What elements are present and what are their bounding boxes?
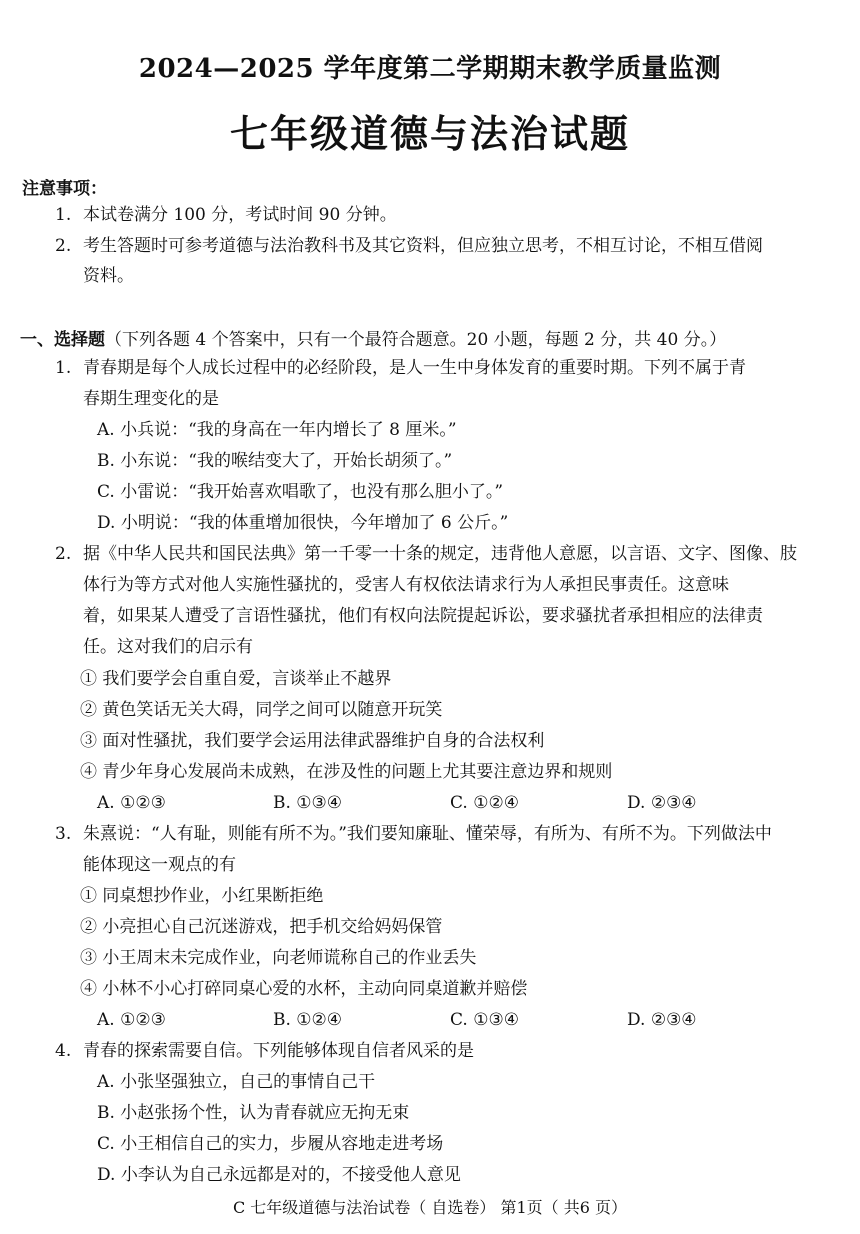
exam-header: 2024—2025 学年度第二学期期末教学质量监测 (138, 54, 722, 84)
question-1 (55, 353, 843, 415)
page-title: 七年级道德与法治试题 (229, 112, 630, 156)
choice-row (97, 1005, 817, 1036)
question-text: 据《中华人民共和国民法典》第一千零一十条的规定，违背他人意愿，以言语、文字、图像、肢 (83, 544, 797, 564)
question-text: 朱熹说：“人有耻，则能有所不为。”我们要知廉耻、懂荣辱，有所为、有所不为。下列做法中 (83, 824, 772, 844)
choice-a: A. ①②③ (97, 1010, 166, 1030)
question-text: 青春的探索需要自信。下列能够体现自信者风采的是 (83, 1041, 474, 1061)
statement-2: ② 小亮担心自己沉迷游戏，把手机交给妈妈保管 (80, 917, 443, 937)
question-text: 体行为等方式对他人实施性骚扰的，受害人有权依法请求行为人承担民事责任。这意味 (83, 575, 729, 595)
question-number: 2. (55, 544, 72, 564)
question-number: 4. (55, 1041, 72, 1061)
option-c: C. 小雷说：“我开始喜欢唱歌了，也没有那么胆小了。” (97, 482, 504, 502)
notice-text-continued: 资料。 (83, 266, 134, 286)
statement-4: ④ 青少年身心发展尚未成熟，在涉及性的问题上尤其要注意边界和规则 (80, 762, 613, 782)
option-b: B. 小赵张扬个性，认为青春就应无拘无束 (97, 1103, 410, 1123)
choice-c: C. ①③④ (450, 1010, 519, 1030)
section-heading (20, 325, 850, 350)
statement-4: ④ 小林不小心打碎同桌心爱的水杯，主动向同桌道歉并赔偿 (80, 979, 528, 999)
choice-b: B. ①②④ (273, 1010, 343, 1030)
option-c: C. 小王相信自己的实力，步履从容地走进考场 (97, 1134, 444, 1154)
choice-row (97, 788, 817, 819)
option-d: D. 小明说：“我的体重增加很快，今年增加了 6 公斤。” (97, 513, 509, 533)
section-label: 一、选择题 (20, 330, 105, 350)
statement-1: ① 同桌想抄作业，小红果断拒绝 (80, 886, 324, 906)
question-text: 着，如果某人遭受了言语性骚扰，他们有权向法院提起诉讼，要求骚扰者承担相应的法律责 (83, 606, 763, 626)
choice-d: D. ②③④ (627, 1010, 697, 1030)
notice-number: 1. (55, 205, 72, 225)
question-text: 能体现这一观点的有 (83, 855, 236, 875)
notice-heading: 注意事项： (22, 179, 107, 199)
notice-text: 本试卷满分 100 分，考试时间 90 分钟。 (83, 205, 397, 225)
notice-text: 考生答题时可参考道德与法治教科书及其它资料，但应独立思考，不相互讨论，不相互借阅 (83, 236, 763, 256)
question-text: 青春期是每个人成长过程中的必经阶段，是人一生中身体发育的重要时期。下列不属于青 (83, 358, 746, 378)
option-a: A. 小兵说：“我的身高在一年内增长了 8 厘米。” (97, 420, 457, 440)
question-2 (55, 539, 843, 663)
question-number: 1. (55, 358, 72, 378)
statement-3: ③ 面对性骚扰，我们要学会运用法律武器维护自身的合法权利 (80, 731, 545, 751)
option-a: A. 小张坚强独立，自己的事情自己干 (97, 1072, 376, 1092)
page-footer: C 七年级道德与法治试卷（ 自选卷） 第1页（ 共6 页） (232, 1198, 628, 1217)
option-d: D. 小李认为自己永远都是对的，不接受他人意见 (97, 1165, 461, 1185)
statement-1: ① 我们要学会自重自爱，言谈举止不越界 (80, 669, 392, 689)
notice-number: 2. (55, 236, 72, 256)
choice-a: A. ①②③ (97, 793, 166, 813)
question-number: 3. (55, 824, 72, 844)
option-b: B. 小东说：“我的喉结变大了，开始长胡须了。” (97, 451, 453, 471)
question-text: 任。这对我们的启示有 (83, 637, 253, 657)
section-description: （下列各题 4 个答案中，只有一个最符合题意。20 小题，每题 2 分，共 40 分。） (105, 330, 727, 350)
notice-item (55, 200, 840, 230)
statement-3: ③ 小王周末未完成作业，向老师谎称自己的作业丢失 (80, 948, 477, 968)
notice-item (55, 231, 840, 291)
choice-b: B. ①③④ (273, 793, 343, 813)
question-4 (55, 1036, 843, 1067)
statement-2: ② 黄色笑话无关大碍，同学之间可以随意开玩笑 (80, 700, 443, 720)
choice-c: C. ①②④ (450, 793, 519, 813)
question-3 (55, 819, 843, 881)
choice-d: D. ②③④ (627, 793, 697, 813)
question-text: 春期生理变化的是 (83, 389, 219, 409)
